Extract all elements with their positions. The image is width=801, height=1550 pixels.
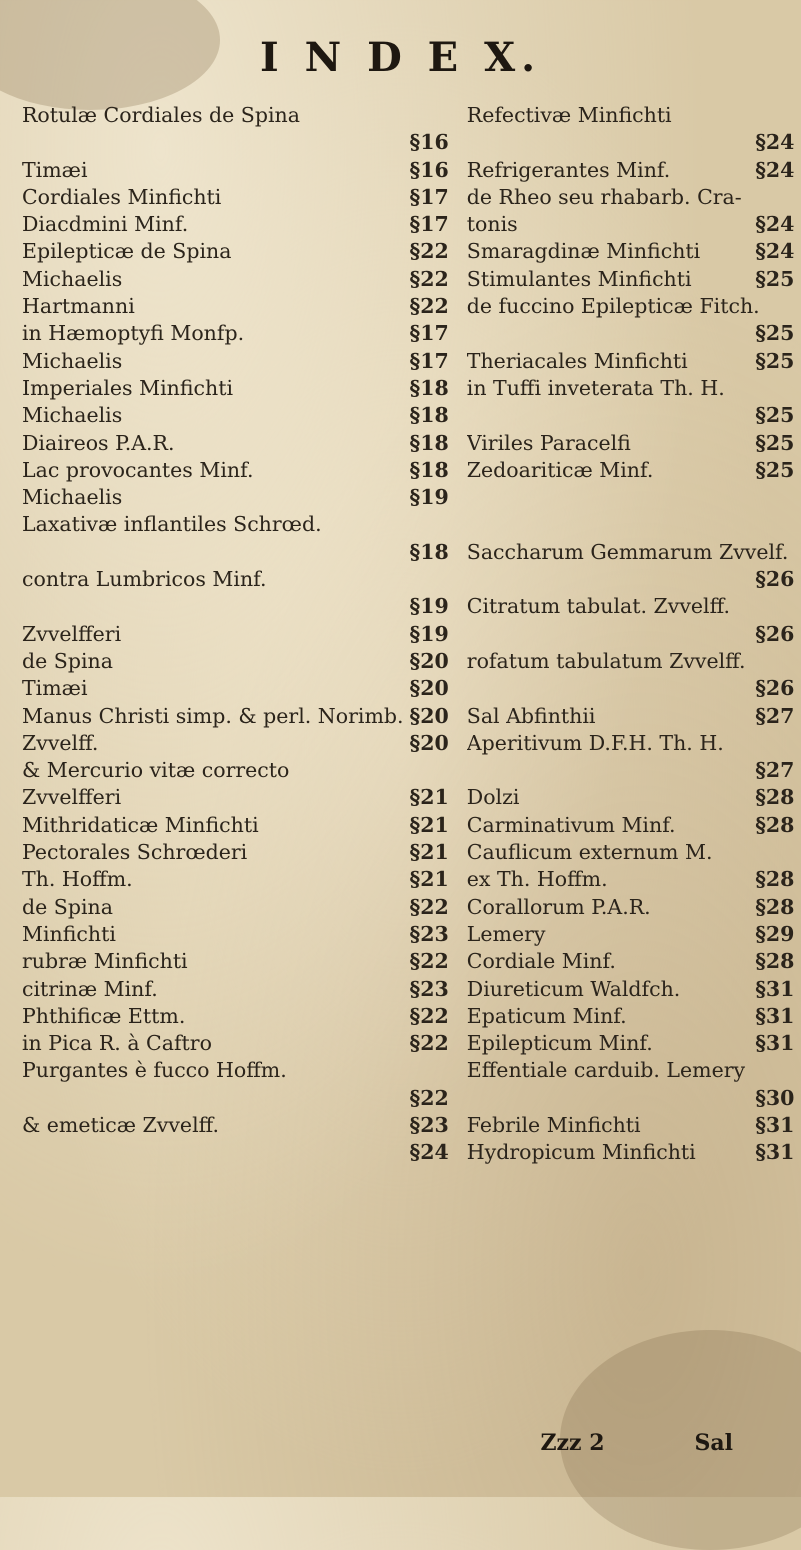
- entry-text: Pectorales Schrœderi: [22, 840, 248, 865]
- right-column: [461, 102, 795, 1167]
- entry-text: Saccharum Gemmarum Zvvelf.: [466, 539, 789, 564]
- entry-text: ex Th. Hoffm.: [466, 867, 608, 892]
- entry-page-number: §24: [755, 239, 795, 264]
- index-entry: [467, 621, 795, 648]
- entry-page-number: §21: [409, 812, 449, 837]
- entry-text: Diacdmini Minf.: [22, 212, 189, 237]
- entry-text: rubræ Minfichti: [22, 949, 188, 974]
- index-entry: [467, 157, 795, 184]
- entry-text: Smaragdinæ Minfichti: [466, 239, 701, 264]
- entry-text: Zvvelfferi: [22, 785, 122, 810]
- entry-text: de Rheo seu rhabarb. Cra-: [466, 184, 742, 209]
- index-entry: [22, 839, 449, 866]
- entry-page-number: §28: [755, 785, 795, 810]
- entry-page-number: §28: [755, 812, 795, 837]
- entry-text: Laxativæ inflantiles Schrœd.: [22, 512, 322, 537]
- index-entry: [22, 784, 449, 811]
- index-entry: [467, 320, 795, 347]
- entry-page-number: §17: [409, 212, 449, 237]
- index-entry: [22, 675, 449, 702]
- index-entry: [22, 539, 449, 566]
- entry-page-number: §31: [755, 1003, 795, 1028]
- page-title: I N D E X.: [259, 34, 542, 81]
- index-entry: [22, 1112, 449, 1139]
- entry-text: Aperitivum D.F.H. Th. H.: [466, 730, 724, 755]
- index-entry: [467, 484, 795, 511]
- index-entry: [22, 320, 449, 347]
- index-entry: [467, 375, 795, 402]
- entry-page-number: §18: [409, 457, 449, 482]
- index-entry: [22, 757, 449, 784]
- index-entry: [467, 921, 795, 948]
- entry-page-number: §25: [755, 457, 795, 482]
- index-entry: [467, 566, 795, 593]
- entry-text: Effentiale carduib. Lemery: [466, 1058, 746, 1083]
- index-entry: [22, 457, 449, 484]
- entry-page-number: §22: [409, 1003, 449, 1028]
- entry-text: Rotulæ Cordiales de Spina: [22, 103, 300, 127]
- index-entry: [22, 703, 449, 730]
- entry-text: Diureticum Waldfch.: [466, 976, 681, 1001]
- page-footer: [540, 1430, 733, 1456]
- entry-text: Hartmanni: [22, 294, 135, 319]
- entry-page-number: §25: [755, 430, 795, 455]
- index-entry: [467, 593, 795, 620]
- entry-page-number: §24: [755, 157, 795, 182]
- entry-text: Febrile Minfichti: [466, 1112, 641, 1137]
- index-entry: [467, 238, 795, 265]
- entry-text: Lac provocantes Minf.: [22, 457, 254, 482]
- signature-mark: Zzz 2: [540, 1430, 605, 1456]
- entry-text: Diaireos P.A.R.: [22, 430, 175, 455]
- entry-text: Refrigerantes Minf.: [466, 157, 671, 182]
- index-entry: [22, 866, 449, 893]
- index-entry: [467, 457, 795, 484]
- entry-page-number: §28: [755, 894, 795, 919]
- index-entry: [22, 402, 449, 429]
- index-entry: [22, 102, 449, 129]
- entry-page-number: §23: [409, 921, 449, 946]
- entry-page-number: §27: [755, 703, 795, 728]
- entry-text: Sal Abfinthii: [466, 703, 596, 728]
- entry-page-number: §17: [409, 348, 449, 373]
- entry-page-number: §19: [409, 594, 449, 619]
- entry-page-number: §29: [755, 921, 795, 946]
- index-entry: [22, 238, 449, 265]
- entry-page-number: §22: [409, 294, 449, 319]
- entry-text: in Pica R. à Caftro: [22, 1031, 212, 1056]
- index-entry: [467, 430, 795, 457]
- index-entry: [467, 784, 795, 811]
- entry-text: Purgantes è fucco Hoffm.: [22, 1058, 287, 1083]
- entry-text: citrinæ Minf.: [22, 976, 158, 1001]
- index-entry: [467, 894, 795, 921]
- index-entry: [467, 511, 795, 538]
- entry-text: tonis: [466, 212, 518, 237]
- entry-page-number: §19: [409, 621, 449, 646]
- entry-text: Timæi: [22, 676, 88, 701]
- index-entry: [467, 1139, 795, 1166]
- index-entry: [467, 648, 795, 675]
- entry-page-number: §31: [755, 1031, 795, 1056]
- index-entry: [22, 293, 449, 320]
- index-entry: [22, 730, 449, 757]
- index-entry: [22, 184, 449, 211]
- index-entry: [467, 211, 795, 238]
- index-entry: [22, 211, 449, 238]
- entry-text: Carminativum Minf.: [466, 812, 676, 837]
- index-entry: [22, 948, 449, 975]
- index-entry: [22, 157, 449, 184]
- index-entry: [467, 812, 795, 839]
- left-column: [22, 102, 449, 1167]
- entry-page-number: §17: [409, 321, 449, 346]
- entry-text: Mithridaticæ Minfichti: [22, 812, 259, 837]
- entry-page-number: §28: [755, 949, 795, 974]
- entry-page-number: §21: [409, 785, 449, 810]
- index-entry: [467, 1003, 795, 1030]
- entry-text: Zedoariticæ Minf.: [466, 457, 654, 482]
- entry-page-number: §25: [755, 403, 795, 428]
- index-entry: [467, 102, 795, 129]
- index-entry: [22, 484, 449, 511]
- entry-page-number: §22: [409, 894, 449, 919]
- entry-text: Cordiales Minfichti: [22, 184, 222, 209]
- entry-page-number: §24: [755, 212, 795, 237]
- entry-text: Refectivæ Minfichti: [466, 103, 672, 127]
- index-entry: [22, 129, 449, 156]
- index-entry: [22, 375, 449, 402]
- entry-page-number: §20: [409, 648, 449, 673]
- index-entry: [22, 1085, 449, 1112]
- index-entry: [467, 1085, 795, 1112]
- entry-page-number: §25: [755, 321, 795, 346]
- entry-page-number: §18: [409, 539, 449, 564]
- entry-text: Cordiale Minf.: [466, 949, 616, 974]
- entry-page-number: §30: [755, 1085, 795, 1110]
- index-entry: [22, 1003, 449, 1030]
- index-entry: [467, 839, 795, 866]
- entry-text: contra Lumbricos Minf.: [22, 567, 267, 592]
- entry-text: de fuccino Epilepticæ Fitch.: [466, 294, 760, 319]
- entry-text: Minfichti: [22, 921, 116, 946]
- index-entry: [22, 648, 449, 675]
- catchword: Sal: [694, 1430, 733, 1456]
- entry-text: Epilepticæ de Spina: [22, 239, 232, 264]
- entry-page-number: §24: [409, 1140, 449, 1165]
- entry-text: Michaelis: [22, 485, 123, 510]
- index-entry: [22, 566, 449, 593]
- index-entry: [22, 1030, 449, 1057]
- entry-page-number: §18: [409, 375, 449, 400]
- entry-text: de Spina: [22, 648, 113, 673]
- entry-page-number: §22: [409, 1031, 449, 1056]
- entry-page-number: §21: [409, 867, 449, 892]
- entry-page-number: §24: [755, 130, 795, 155]
- entry-page-number: §25: [755, 266, 795, 291]
- index-entry: [467, 730, 795, 757]
- entry-page-number: §20: [409, 703, 449, 728]
- index-entry: [467, 348, 795, 375]
- entry-page-number: §31: [755, 1112, 795, 1137]
- index-entry: [22, 593, 449, 620]
- entry-page-number: §22: [409, 949, 449, 974]
- entry-page-number: §22: [409, 266, 449, 291]
- index-entry: [467, 539, 795, 566]
- entry-text: Dolzi: [466, 785, 520, 810]
- entry-text: Phthificæ Ettm.: [22, 1003, 186, 1028]
- entry-text: in Hæmoptyfi Monfp.: [22, 321, 245, 346]
- index-entry: [22, 1057, 449, 1084]
- entry-page-number: §26: [755, 676, 795, 701]
- index-entry: [467, 184, 795, 211]
- index-entry: [467, 675, 795, 702]
- index-entry: [22, 976, 449, 1003]
- entry-page-number: §19: [409, 485, 449, 510]
- entry-page-number: §28: [755, 867, 795, 892]
- entry-text: Hydropicum Minfichti: [466, 1140, 696, 1165]
- index-entry: [22, 894, 449, 921]
- index-entry: [467, 703, 795, 730]
- entry-text: Th. Hoffm.: [22, 867, 133, 892]
- entry-text: rofatum tabulatum Zvvelff.: [466, 648, 746, 673]
- entry-page-number: §26: [755, 567, 795, 592]
- index-entry: [467, 402, 795, 429]
- entry-page-number: §23: [409, 1112, 449, 1137]
- entry-text: de Spina: [22, 894, 113, 919]
- entry-text: in Tuffi inveterata Th. H.: [466, 375, 725, 400]
- entry-page-number: §18: [409, 403, 449, 428]
- index-entry: [467, 266, 795, 293]
- entry-text: & Mercurio vitæ correcto: [22, 758, 290, 783]
- entry-text: Corallorum P.A.R.: [466, 894, 651, 919]
- entry-text: Citratum tabulat. Zvvelff.: [466, 594, 730, 619]
- entry-page-number: §18: [409, 430, 449, 455]
- index-entry: [22, 1139, 449, 1166]
- entry-page-number: §20: [409, 730, 449, 755]
- index-entry: [467, 948, 795, 975]
- entry-page-number: §16: [409, 157, 449, 182]
- entry-text: Manus Christi simp. & perl. Norimb.: [22, 703, 404, 728]
- index-entry: [467, 293, 795, 320]
- index-entry: [467, 129, 795, 156]
- entry-page-number: §31: [755, 1140, 795, 1165]
- index-entry: [467, 976, 795, 1003]
- index-entry: [467, 1057, 795, 1084]
- entry-text: & emeticæ Zvvelff.: [22, 1112, 219, 1137]
- entry-page-number: §20: [409, 676, 449, 701]
- index-entry: [22, 348, 449, 375]
- entry-text: Michaelis: [22, 403, 123, 428]
- entry-page-number: §25: [755, 348, 795, 373]
- entry-page-number: §23: [409, 976, 449, 1001]
- index-columns: [22, 102, 795, 1167]
- entry-text: Epaticum Minf.: [466, 1003, 627, 1028]
- entry-page-number: §21: [409, 840, 449, 865]
- entry-text: Viriles Paracelfi: [466, 430, 631, 455]
- index-entry: [467, 866, 795, 893]
- entry-text: Michaelis: [22, 348, 123, 373]
- entry-page-number: §16: [409, 130, 449, 155]
- index-entry: [22, 621, 449, 648]
- index-entry: [22, 266, 449, 293]
- entry-text: Zvvelfferi: [22, 621, 122, 646]
- entry-text: Theriacales Minfichti: [466, 348, 688, 373]
- index-entry: [22, 511, 449, 538]
- index-entry: [22, 430, 449, 457]
- entry-text: Epilepticum Minf.: [466, 1031, 653, 1056]
- index-entry: [22, 921, 449, 948]
- entry-page-number: §26: [755, 621, 795, 646]
- entry-text: Michaelis: [22, 266, 123, 291]
- entry-text: Cauflicum externum M.: [466, 840, 713, 865]
- entry-page-number: §22: [409, 1085, 449, 1110]
- entry-page-number: §31: [755, 976, 795, 1001]
- index-entry: [467, 1030, 795, 1057]
- index-entry: [22, 812, 449, 839]
- entry-page-number: §17: [409, 184, 449, 209]
- index-entry: [467, 1112, 795, 1139]
- entry-text: Stimulantes Minfichti: [466, 266, 692, 291]
- entry-text: Zvvelff.: [22, 730, 99, 755]
- entry-page-number: §27: [755, 758, 795, 783]
- entry-text: Imperiales Minfichti: [22, 375, 233, 400]
- entry-page-number: §22: [409, 239, 449, 264]
- index-entry: [467, 757, 795, 784]
- entry-text: Timæi: [22, 157, 88, 182]
- entry-text: Lemery: [466, 921, 546, 946]
